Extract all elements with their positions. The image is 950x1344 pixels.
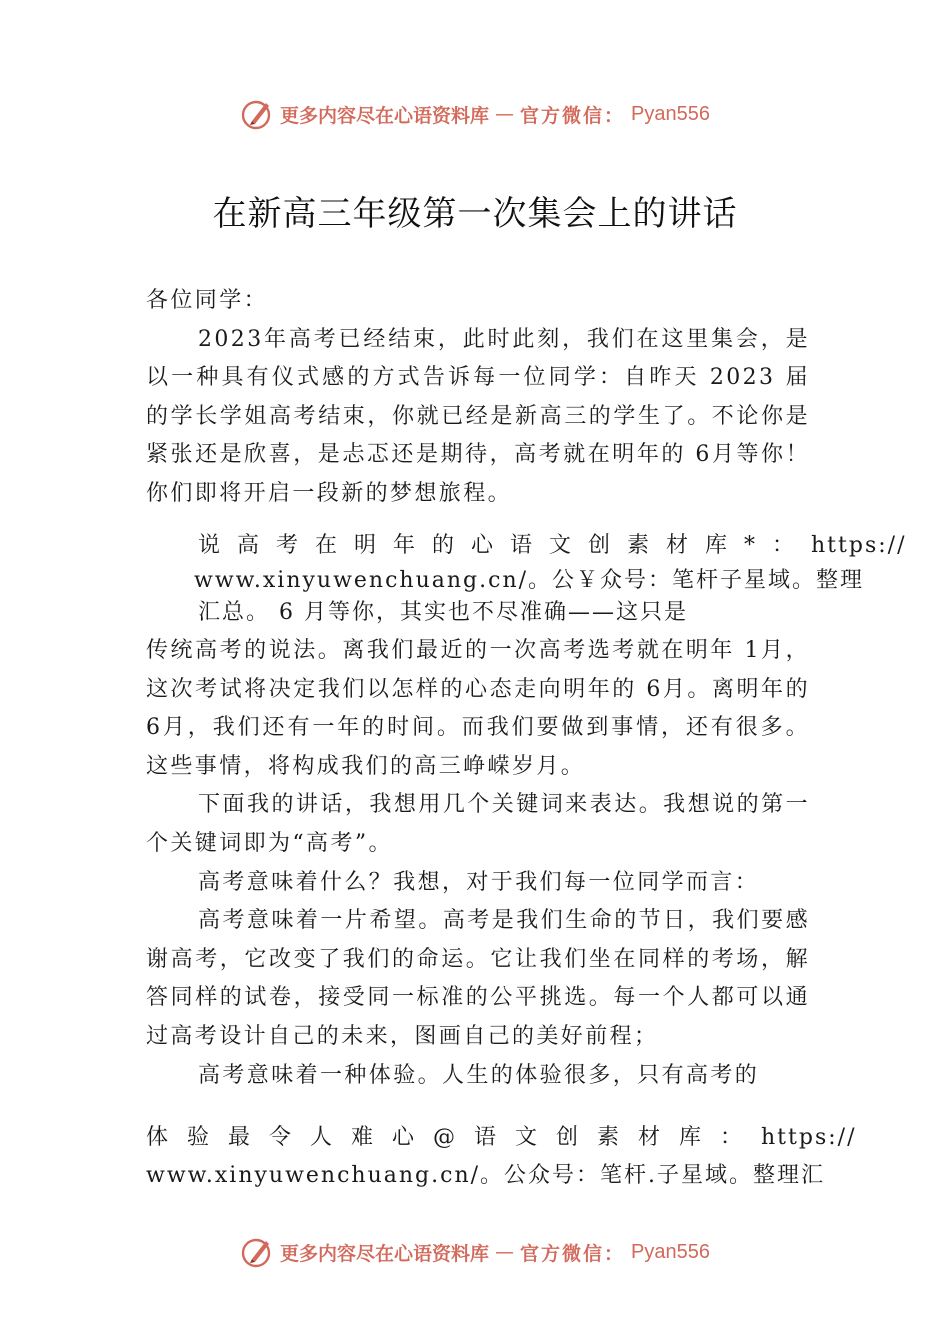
banner-brand: 更多内容尽在心语资料库	[280, 1242, 490, 1265]
pen-logo-icon	[240, 1235, 274, 1269]
paragraph: 下面我的讲话，我想用几个关键词来表达。我想说的第一个关键词即为“高考”。	[146, 792, 810, 856]
banner-account: Pyan556	[631, 1240, 710, 1263]
banner-wechat-label: 官方微信：	[520, 1242, 626, 1265]
watermark-line: www.xinyuwenchuang.cn/。公￥众号：笔杆子星域。整理	[194, 568, 865, 593]
pen-logo-icon	[240, 97, 274, 131]
banner-wechat-label: 官方微信：	[520, 104, 626, 127]
paragraph: 2023年高考已经结束，此时此刻，我们在这里集会，是以一种具有仪式感的方式告诉每一位同学：自昨天 2023 届的学长学姐高考结束，你就已经是新高三的学生了。不论你是紧张还是欣喜，是忐忑还是期待，高考就在明年的 6月等你！你们即将开启一段新的梦想旅程。	[146, 326, 810, 506]
document-body-continued	[146, 632, 810, 1095]
watermark-url: https://	[811, 533, 907, 558]
paragraph: 传统高考的说法。离我们最近的一次高考选考就在明年 1月，这次考试将决定我们以怎样的心态走向明年的 6月。离明年的 6月，我们还有一年的时间。而我们要做到事情，还有很多。这些事情，将构成我们的高三峥嵘岁月。	[146, 638, 810, 779]
document-body	[146, 282, 810, 514]
watermark-url: https://	[761, 1125, 857, 1150]
watermark-text: 体验最令人难心@语文创素材库：	[146, 1125, 762, 1150]
watermark-text: 说高考在明年的心语文创素材库*：	[198, 533, 812, 558]
page-title: 在新高三年级第一次集会上的讲话	[212, 194, 738, 234]
watermark-line	[146, 1120, 857, 1151]
banner-dash: —	[495, 103, 515, 125]
banner-brand: 更多内容尽在心语资料库	[280, 104, 490, 127]
footer-banner	[0, 1232, 950, 1272]
watermark-line: www.xinyuwenchuang.cn/。公众号：笔杆.子星域。整理汇	[146, 1163, 826, 1188]
banner-account: Pyan556	[631, 102, 710, 125]
watermark-line	[198, 528, 907, 559]
paragraph: 高考意味着一片希望。高考是我们生命的节日，我们要感谢高考，它改变了我们的命运。它让我们坐在同样的考场，解答同样的试卷，接受同一标准的公平挑选。每一个人都可以通过高考设计自己的未来，图画自己的美好前程；	[146, 908, 810, 1049]
paragraph: 高考意味着一种体验。人生的体验很多，只有高考的	[198, 1062, 760, 1088]
paragraph: 高考意味着什么？我想，对于我们每一位同学而言：	[198, 869, 760, 895]
header-banner	[0, 94, 950, 134]
watermark-line: 汇总。 6 月等你，其实也不尽准确——这只是	[198, 600, 688, 625]
salutation: 各位同学：	[146, 288, 269, 313]
banner-dash: —	[495, 1241, 515, 1263]
